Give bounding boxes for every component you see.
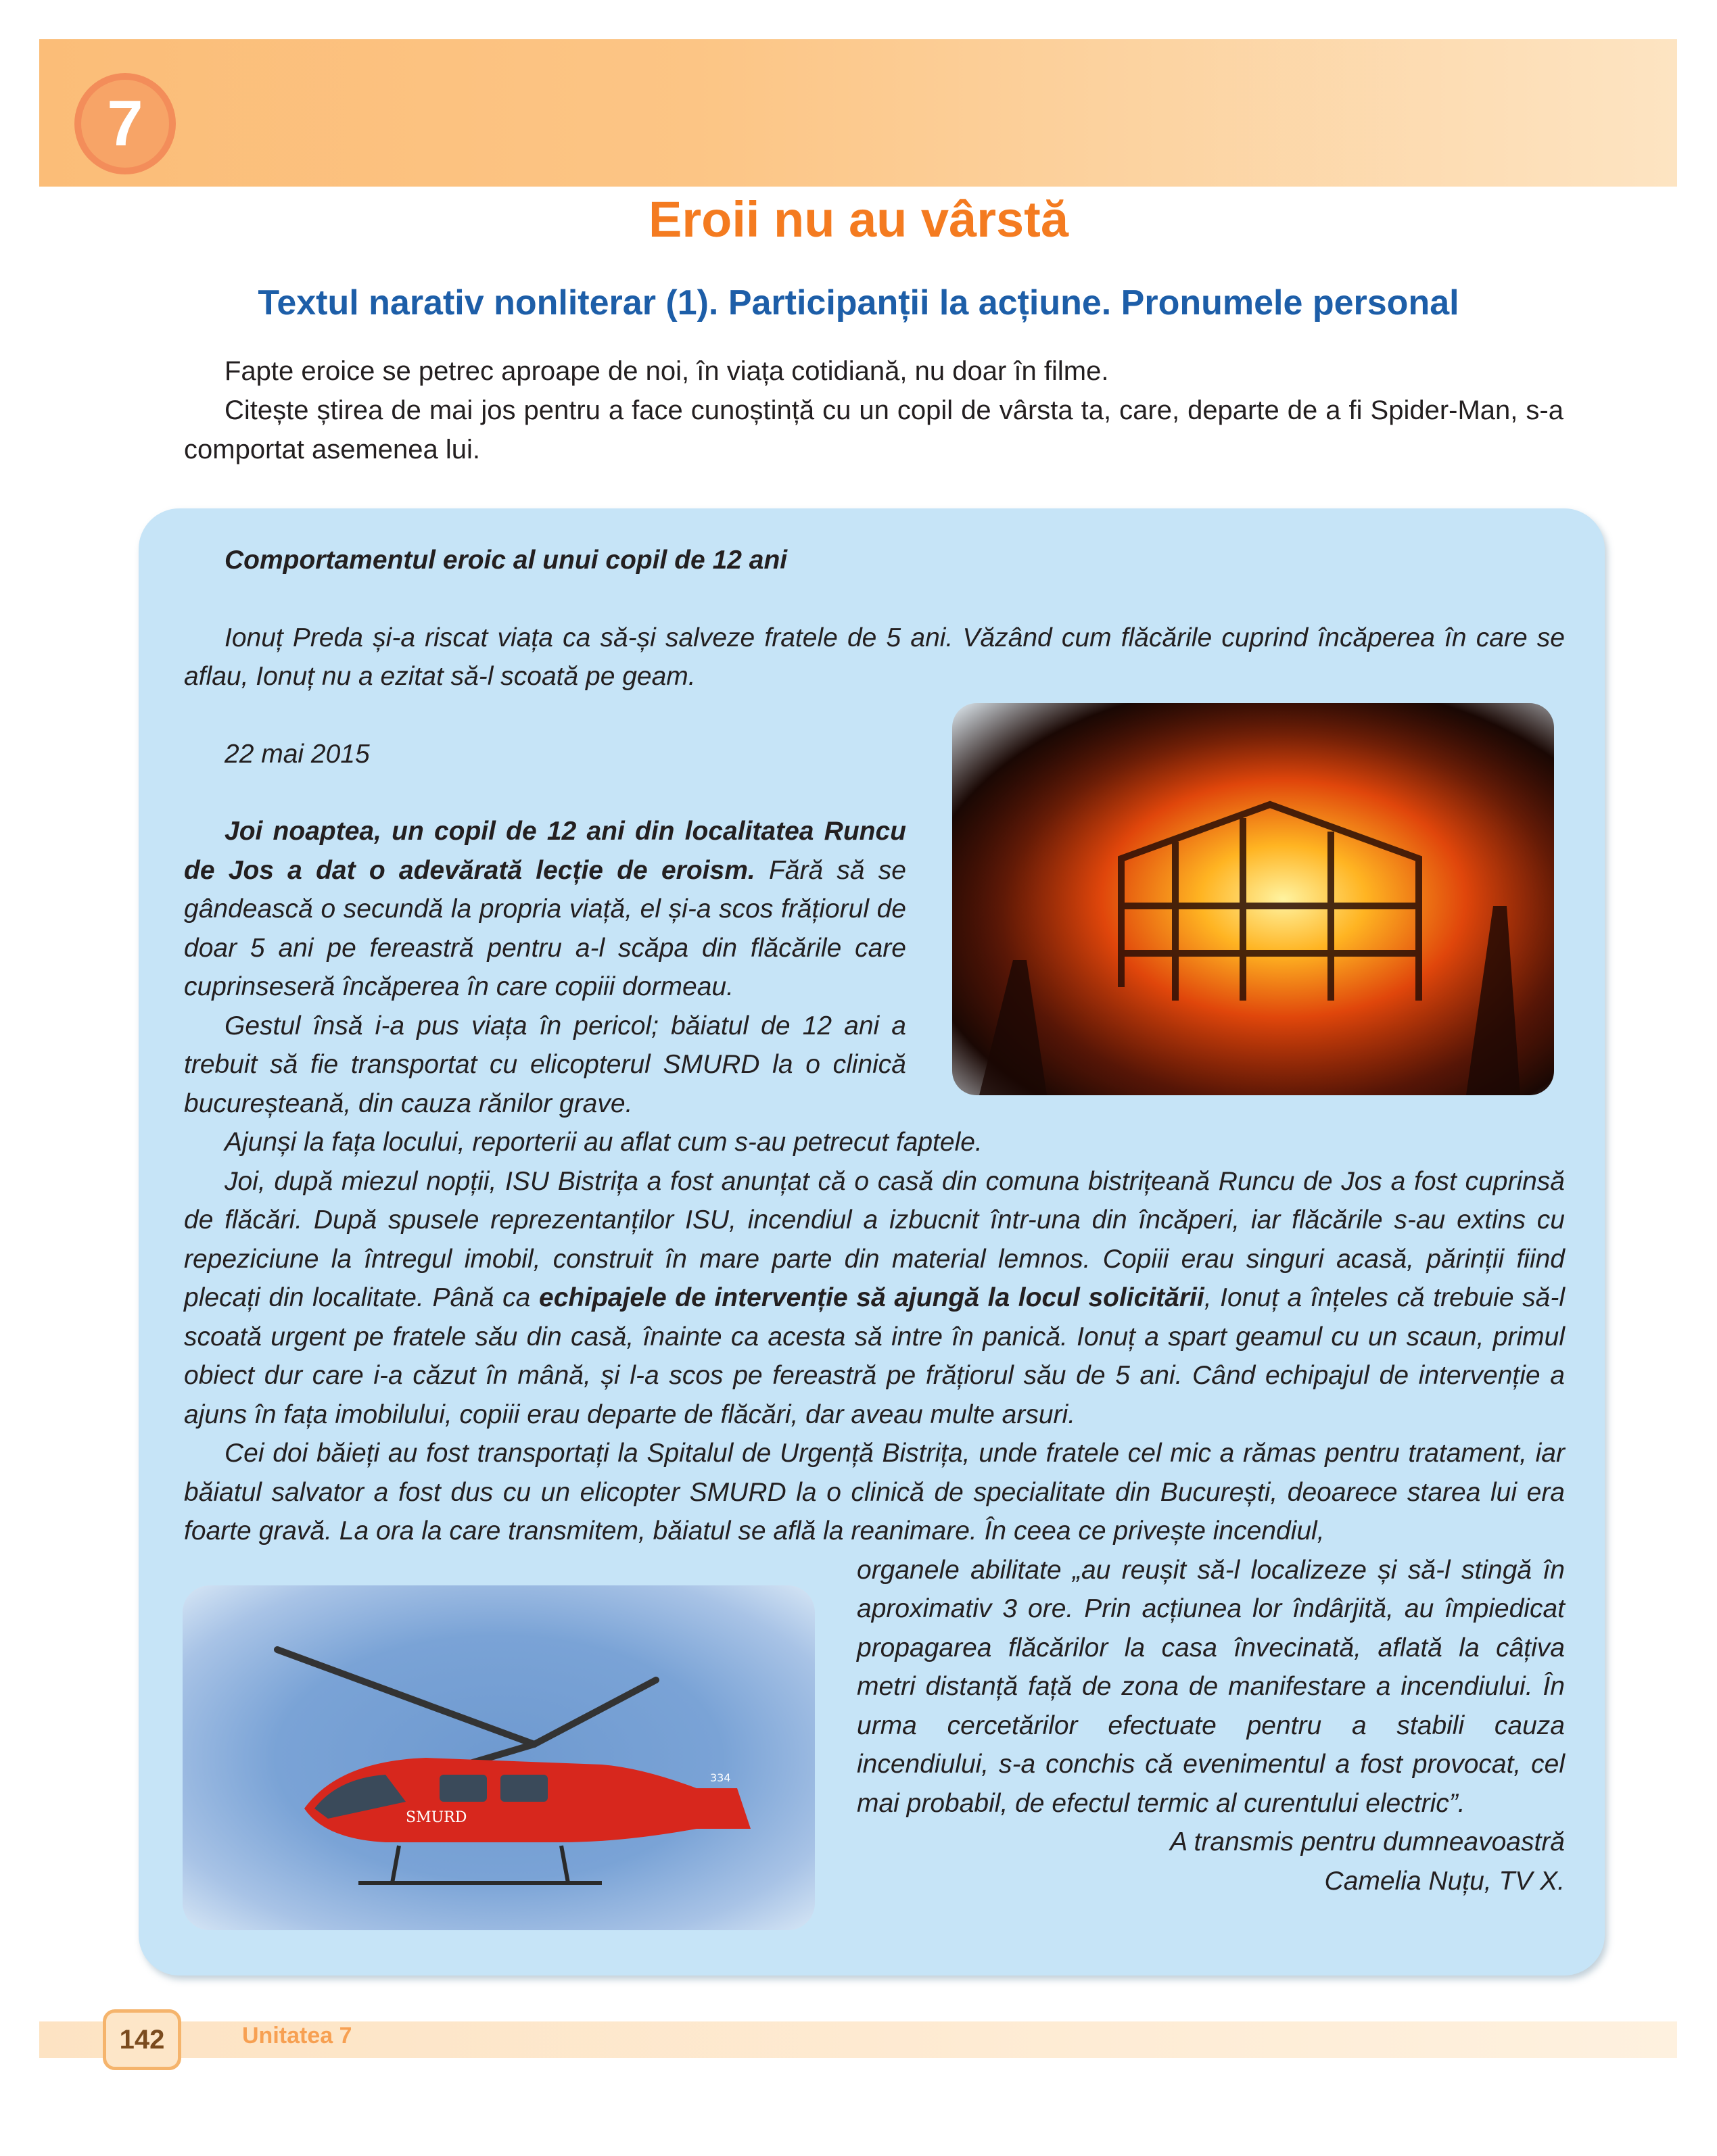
article-headline: Comportamentul eroic al unui copil de 12 ani	[225, 546, 788, 575]
article-paragraph: Joi, după miezul nopții, ISU Bistrița a fost anunțat că o casă din comuna bistrițeană Runcu de Jos a fost cuprinsă de flăcări. După spusele reprezentanților ISU, incendiul a izbucnit într-una din încăperi, iar flăcările s-au extins cu repeziciune la întregul imobil, construit în mare parte din material lemnos. Copiii erau singuri acasă, părinții fiind plecați din localitate. Până ca echipajele de intervenție să ajungă la locul solicitării, Ionuț a înțeles că trebuie să-l scoată urgent pe fratele său din casă, înainte ca acesta să intre în panică. Ionuț a spart geamul cu un scaun, primul obiect dur care i-a căzut în mână, și l-a scos pe fereastră pe frățiorul său de 5 ani. Când echipajul de intervenție a ajuns în fața imobilului, copiii erau departe de flăcări, dar aveau multe arsuri.	[184, 1166, 1565, 1429]
header-band	[39, 39, 1677, 187]
article-paragraph: Gestul însă i-a pus viața în pericol; băiatul de 12 ani a trebuit să fie transportat cu elicopterul SMURD la o clinică bucureșteană, din cauza rănilor grave.	[184, 1011, 906, 1118]
page-number: 142	[103, 2009, 181, 2070]
article-date: 22 mai 2015	[225, 739, 370, 769]
unit-label: Unitatea 7	[242, 2023, 352, 2049]
unit-number-badge	[74, 73, 176, 174]
article-paragraph: Joi noaptea, un copil de 12 ani din localitatea Runcu de Jos a dat o adevărată lecție de eroism. Fără să se gândească o secundă la propria viață, el și-a scos frățiorul de doar 5 ani pe fereastră pentru a-l scăpa din flăcările care cuprinseseră încăperea în care copiii dormeau.	[184, 817, 906, 1001]
article-author: Camelia Nuțu, TV X.	[1324, 1866, 1565, 1896]
helicopter-label: SMURD	[406, 1809, 467, 1826]
article-paragraph: organele abilitate „au reușit să-l localizeze și să-l stingă în aproximativ 3 ore. Prin acțiunea lor îndârjită, au împiedicat propagarea flăcărilor la casa învecinată, aflată la câțiva metri distanță față de zona de manifestare a incendiului. În urma cercetărilor efectuate pentru a stabili cauza incendiului, s-a conchis că evenimentul a fost provocat, cel mai probabil, de efectul termic al curentului electric”.	[857, 1555, 1565, 1818]
intro-paragraph: Citește știrea de mai jos pentru a face cunoștință cu un copil de vârsta ta, care, departe de a fi Spider-Man, s-a comportat asemenea lui.	[184, 396, 1563, 464]
article-bold-lead: Joi noaptea, un copil de 12 ani din localitatea Runcu de Jos a dat o adevărată lecție de eroism.	[184, 817, 906, 885]
article-lead: Ionuț Preda și-a riscat viața ca să-și salveze fratele de 5 ani. Văzând cum flăcările cuprind încăperea în care se aflau, Ionuț nu a ezitat să-l scoată pe geam.	[184, 623, 1565, 691]
article-signature-line: A transmis pentru dumneavoastră	[1170, 1827, 1565, 1856]
helicopter-tail-number: 334	[710, 1771, 731, 1784]
intro-paragraph: Fapte eroice se petrec aproape de noi, în viața cotidiană, nu doar în filme.	[225, 356, 1109, 386]
lesson-title: Eroii nu au vârstă	[649, 191, 1068, 247]
unit-number: 7	[107, 87, 143, 160]
news-article	[184, 541, 1565, 1900]
article-paragraph: Cei doi băieți au fost transportați la Spitalul de Urgență Bistrița, unde fratele cel mic a rămas pentru tratament, iar băiatul salvator a fost dus cu un elicopter SMURD la o clinică de specialitate din București, deoarece starea lui era foarte gravă. La ora la care transmitem, băiatul se află la reanimare. În ceea ce privește incendiul,	[184, 1439, 1565, 1546]
intro-text	[184, 352, 1563, 469]
lesson-subtitle: Textul narativ nonliterar (1). Participanții la acțiune. Pronumele personal	[258, 283, 1459, 322]
article-bold-phrase: echipajele de intervenție să ajungă la locul solicitării	[539, 1283, 1204, 1312]
article-paragraph: Ajunși la fața locului, reporterii au aflat cum s-au petrecut faptele.	[225, 1128, 983, 1157]
